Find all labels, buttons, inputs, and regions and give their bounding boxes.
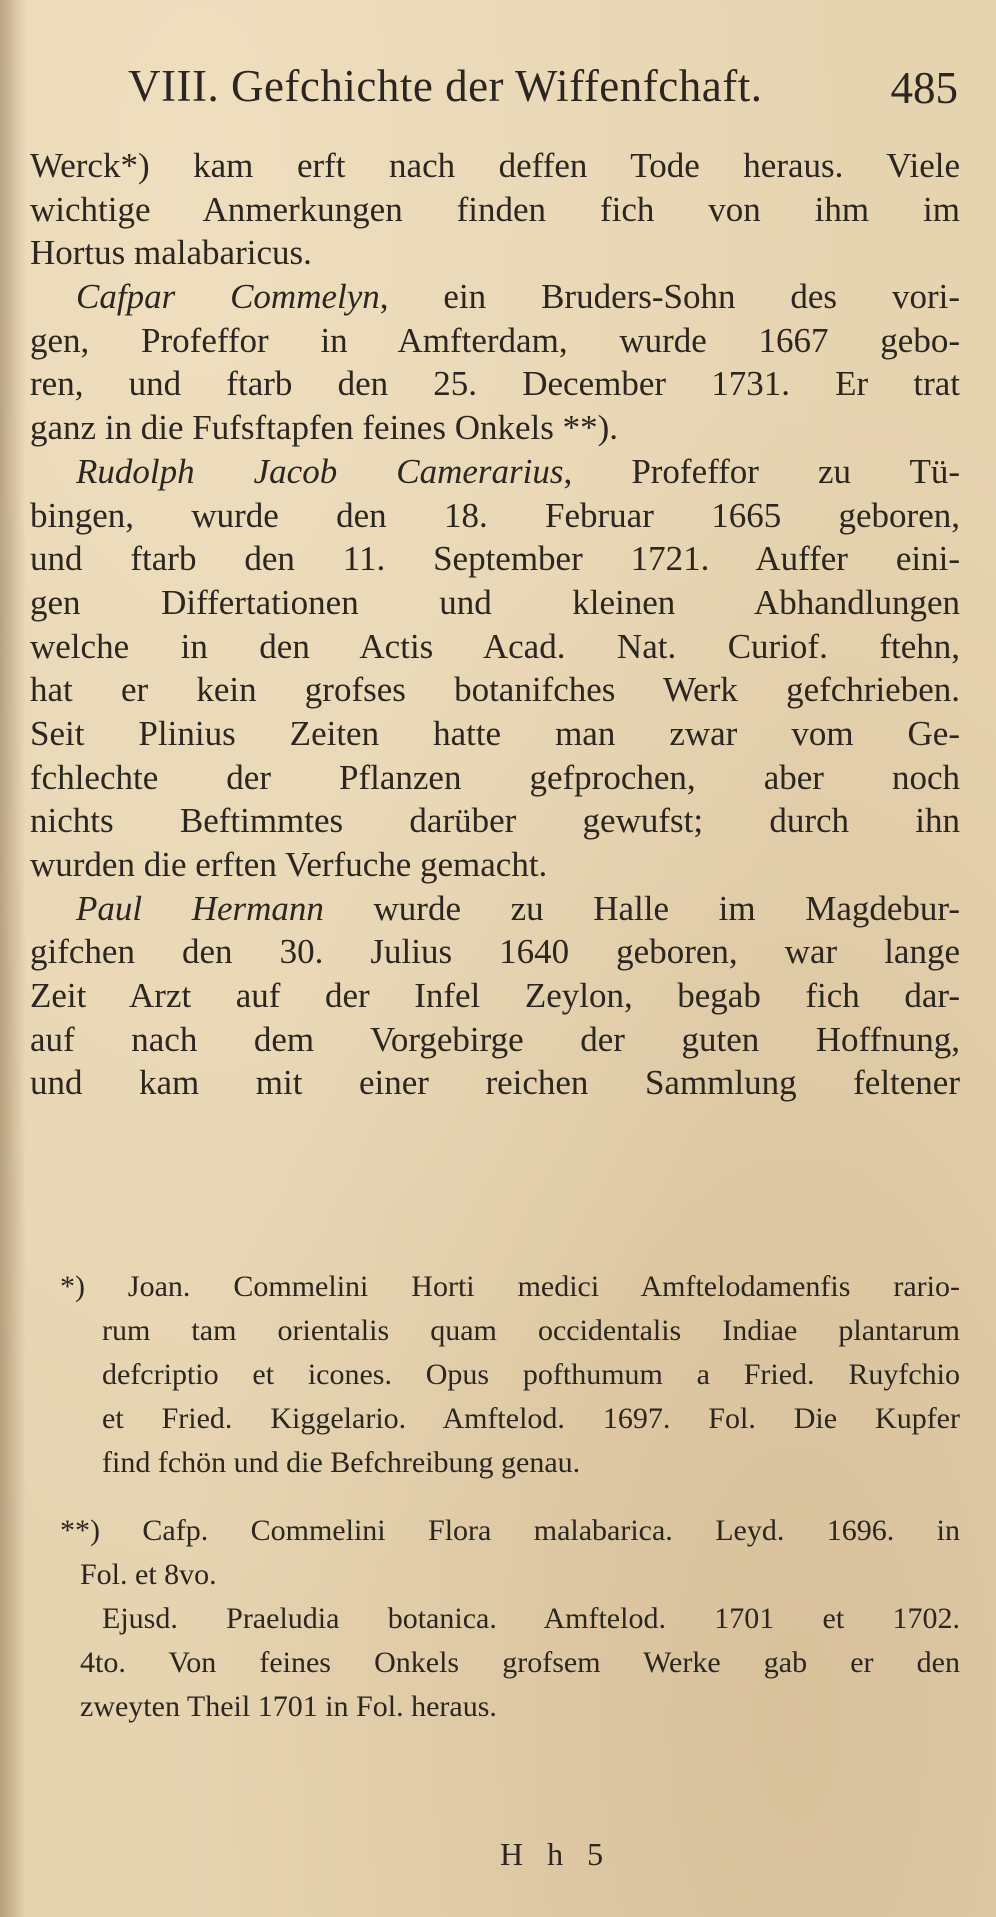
text-line <box>30 450 960 494</box>
signature-mark: H h 5 <box>500 1836 612 1872</box>
text-line: wurden die erften Verfuche gemacht. <box>30 845 548 884</box>
text-line: ganz in die Fufsftapfen feines Onkels **). <box>30 408 619 448</box>
footnote-line: find fchön und die Befchreibung genau. <box>102 1446 581 1479</box>
text-line: Zeit Arzt auf der Infel Zeylon, begab fich dar- <box>30 976 960 1016</box>
footnote-line: Fol. et 8vo. <box>80 1558 217 1591</box>
text-line: und kam mit einer reichen Sammlung feltener <box>30 1063 960 1103</box>
footnote-separator <box>60 1485 960 1509</box>
text-line: nichts Beftimmtes darüber gewufst; durch ihn <box>30 801 960 841</box>
footnote-line: Ejusd. Praeludia botanica. Amftelod. 1701 et 1702. <box>102 1602 960 1635</box>
text-line: welche in den Actis Acad. Nat. Curiof. ftehn, <box>30 626 960 666</box>
main-text <box>30 144 960 1105</box>
text-line: gifchen den 30. Julius 1640 geboren, war lange <box>30 932 960 972</box>
text-line: auf nach dem Vorgebirge der guten Hoffnung, <box>30 1019 960 1059</box>
footnote-line: et Fried. Kiggelario. Amftelod. 1697. Fol. Die Kupfer <box>102 1402 960 1435</box>
text-line <box>30 887 960 931</box>
person-name: Rudolph Jacob Camerarius <box>76 451 564 491</box>
running-header <box>128 60 958 120</box>
footnote-line: defcriptio et icones. Opus pofthumum a Fried. Ruyfchio <box>102 1358 960 1391</box>
text-line: bingen, wurde den 18. Februar 1665 geboren, <box>30 495 960 535</box>
text-line: ren, und ftarb den 25. December 1731. Er trat <box>30 364 960 404</box>
footnote-line: rum tam orientalis quam occidentalis Indiae plantarum <box>102 1314 960 1347</box>
text-fragment: , Profeffor zu Tü- <box>563 451 960 491</box>
text-line: wichtige Anmerkungen finden fich von ihm im <box>30 189 960 229</box>
text-line: Seit Plinius Zeiten hatte man zwar vom Ge- <box>30 713 960 753</box>
person-name: Paul Hermann <box>76 888 324 928</box>
text-line <box>30 275 960 319</box>
footnote-line: *) Joan. Commelini Horti medici Amftelodamenfis rario- <box>60 1270 960 1303</box>
text-fragment: , ein Bruders-Sohn des vori- <box>379 277 960 317</box>
footnote-line: **) Cafp. Commelini Flora malabarica. Leyd. 1696. in <box>60 1514 960 1547</box>
text-line: Werck*) kam erft nach deffen Tode heraus. Viele <box>30 146 960 185</box>
footnotes <box>60 1265 960 1729</box>
text-line: hat er kein grofses botanifches Werk gefchrieben. <box>30 670 960 710</box>
text-line: gen, Profeffor in Amfterdam, wurde 1667 gebo- <box>30 320 960 360</box>
binding-shadow <box>0 0 26 1917</box>
text-line: Hortus malabaricus. <box>30 233 312 273</box>
text-line: gen Differtationen und kleinen Abhandlungen <box>30 582 960 622</box>
chapter-title: VIII. Gefchichte der Wiffenfchaft. <box>128 61 763 111</box>
footnote-line: zweyten Theil 1701 in Fol. heraus. <box>80 1690 497 1723</box>
page-number: 485 <box>890 63 958 113</box>
footnote-line: 4to. Von feines Onkels grofsem Werke gab er den <box>80 1646 960 1679</box>
text-fragment: wurde zu Halle im Magdebur- <box>323 888 960 928</box>
person-name: Cafpar Commelyn <box>76 277 380 317</box>
text-line: fchlechte der Pflanzen gefprochen, aber noch <box>30 757 960 797</box>
text-line: und ftarb den 11. September 1721. Auffer eini- <box>30 539 960 579</box>
